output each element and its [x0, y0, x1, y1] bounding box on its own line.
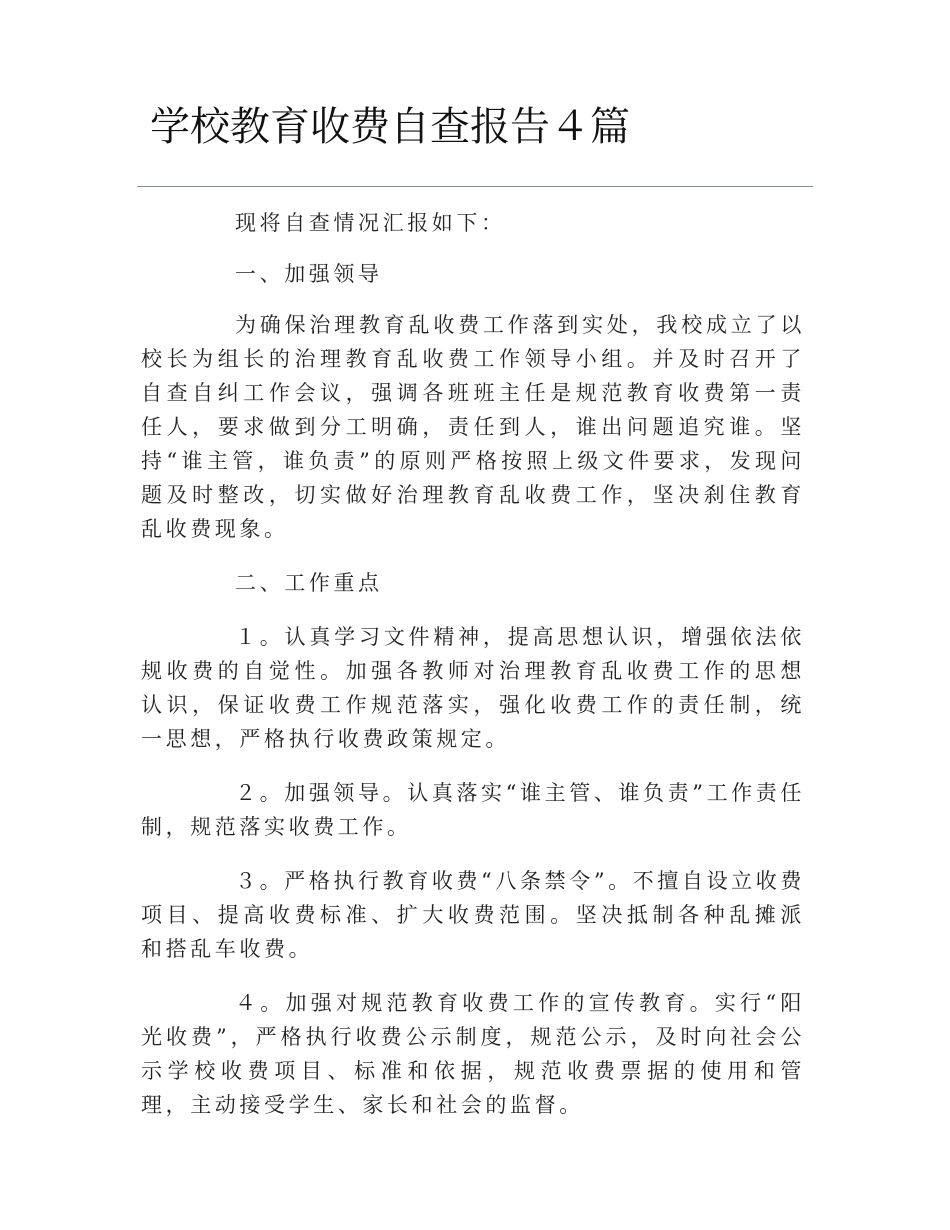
paragraph-intro: 现将自查情况汇报如下： [235, 211, 506, 235]
section-heading-leadership: 一、加强领导 [235, 262, 383, 286]
paragraph-item-2: ２。加强领导。认真落实“谁主管、谁负责”工作责任制，规范落实收费工作。 [141, 781, 805, 839]
document-body [141, 206, 805, 1122]
paragraph-item-3: ３。严格执行教育收费“八条禁令”。不擅自设立收费项目、提高收费标准、扩大收费范围。坚决抵制各种乱摊派和搭乱车收费。 [141, 869, 805, 961]
paragraph-leadership: 为确保治理教育乱收费工作落到实处，我校成立了以校长为组长的治理教育乱收费工作领导小组。并及时召开了自查自纠工作会议，强调各班班主任是规范教育收费第一责任人，要求做到分工明确，责任到人，谁出问题追究谁。坚持“谁主管，谁负责”的原则严格按照上级文件要求，发现问题及时整改，切实做好治理教育乱收费工作，坚决刹住教育乱收费现象。 [141, 313, 805, 541]
paragraph-item-4: ４。加强对规范教育收费工作的宣传教育。实行“阳光收费”，严格执行收费公示制度，规范公示，及时向社会公示学校收费项目、标准和依据，规范收费票据的使用和管理，主动接受学生、家长和社会的监督。 [141, 991, 805, 1117]
title-divider [137, 186, 813, 187]
section-heading-work-focus: 二、工作重点 [235, 571, 383, 595]
document-title: 学校教育收费自查报告４篇 [150, 104, 630, 150]
paragraph-item-1: １。认真学习文件精神，提高思想认识，增强依法依规收费的自觉性。加强各教师对治理教育乱收费工作的思想认识，保证收费工作规范落实，强化收费工作的责任制，统一思想，严格执行收费政策规定。 [141, 625, 805, 751]
